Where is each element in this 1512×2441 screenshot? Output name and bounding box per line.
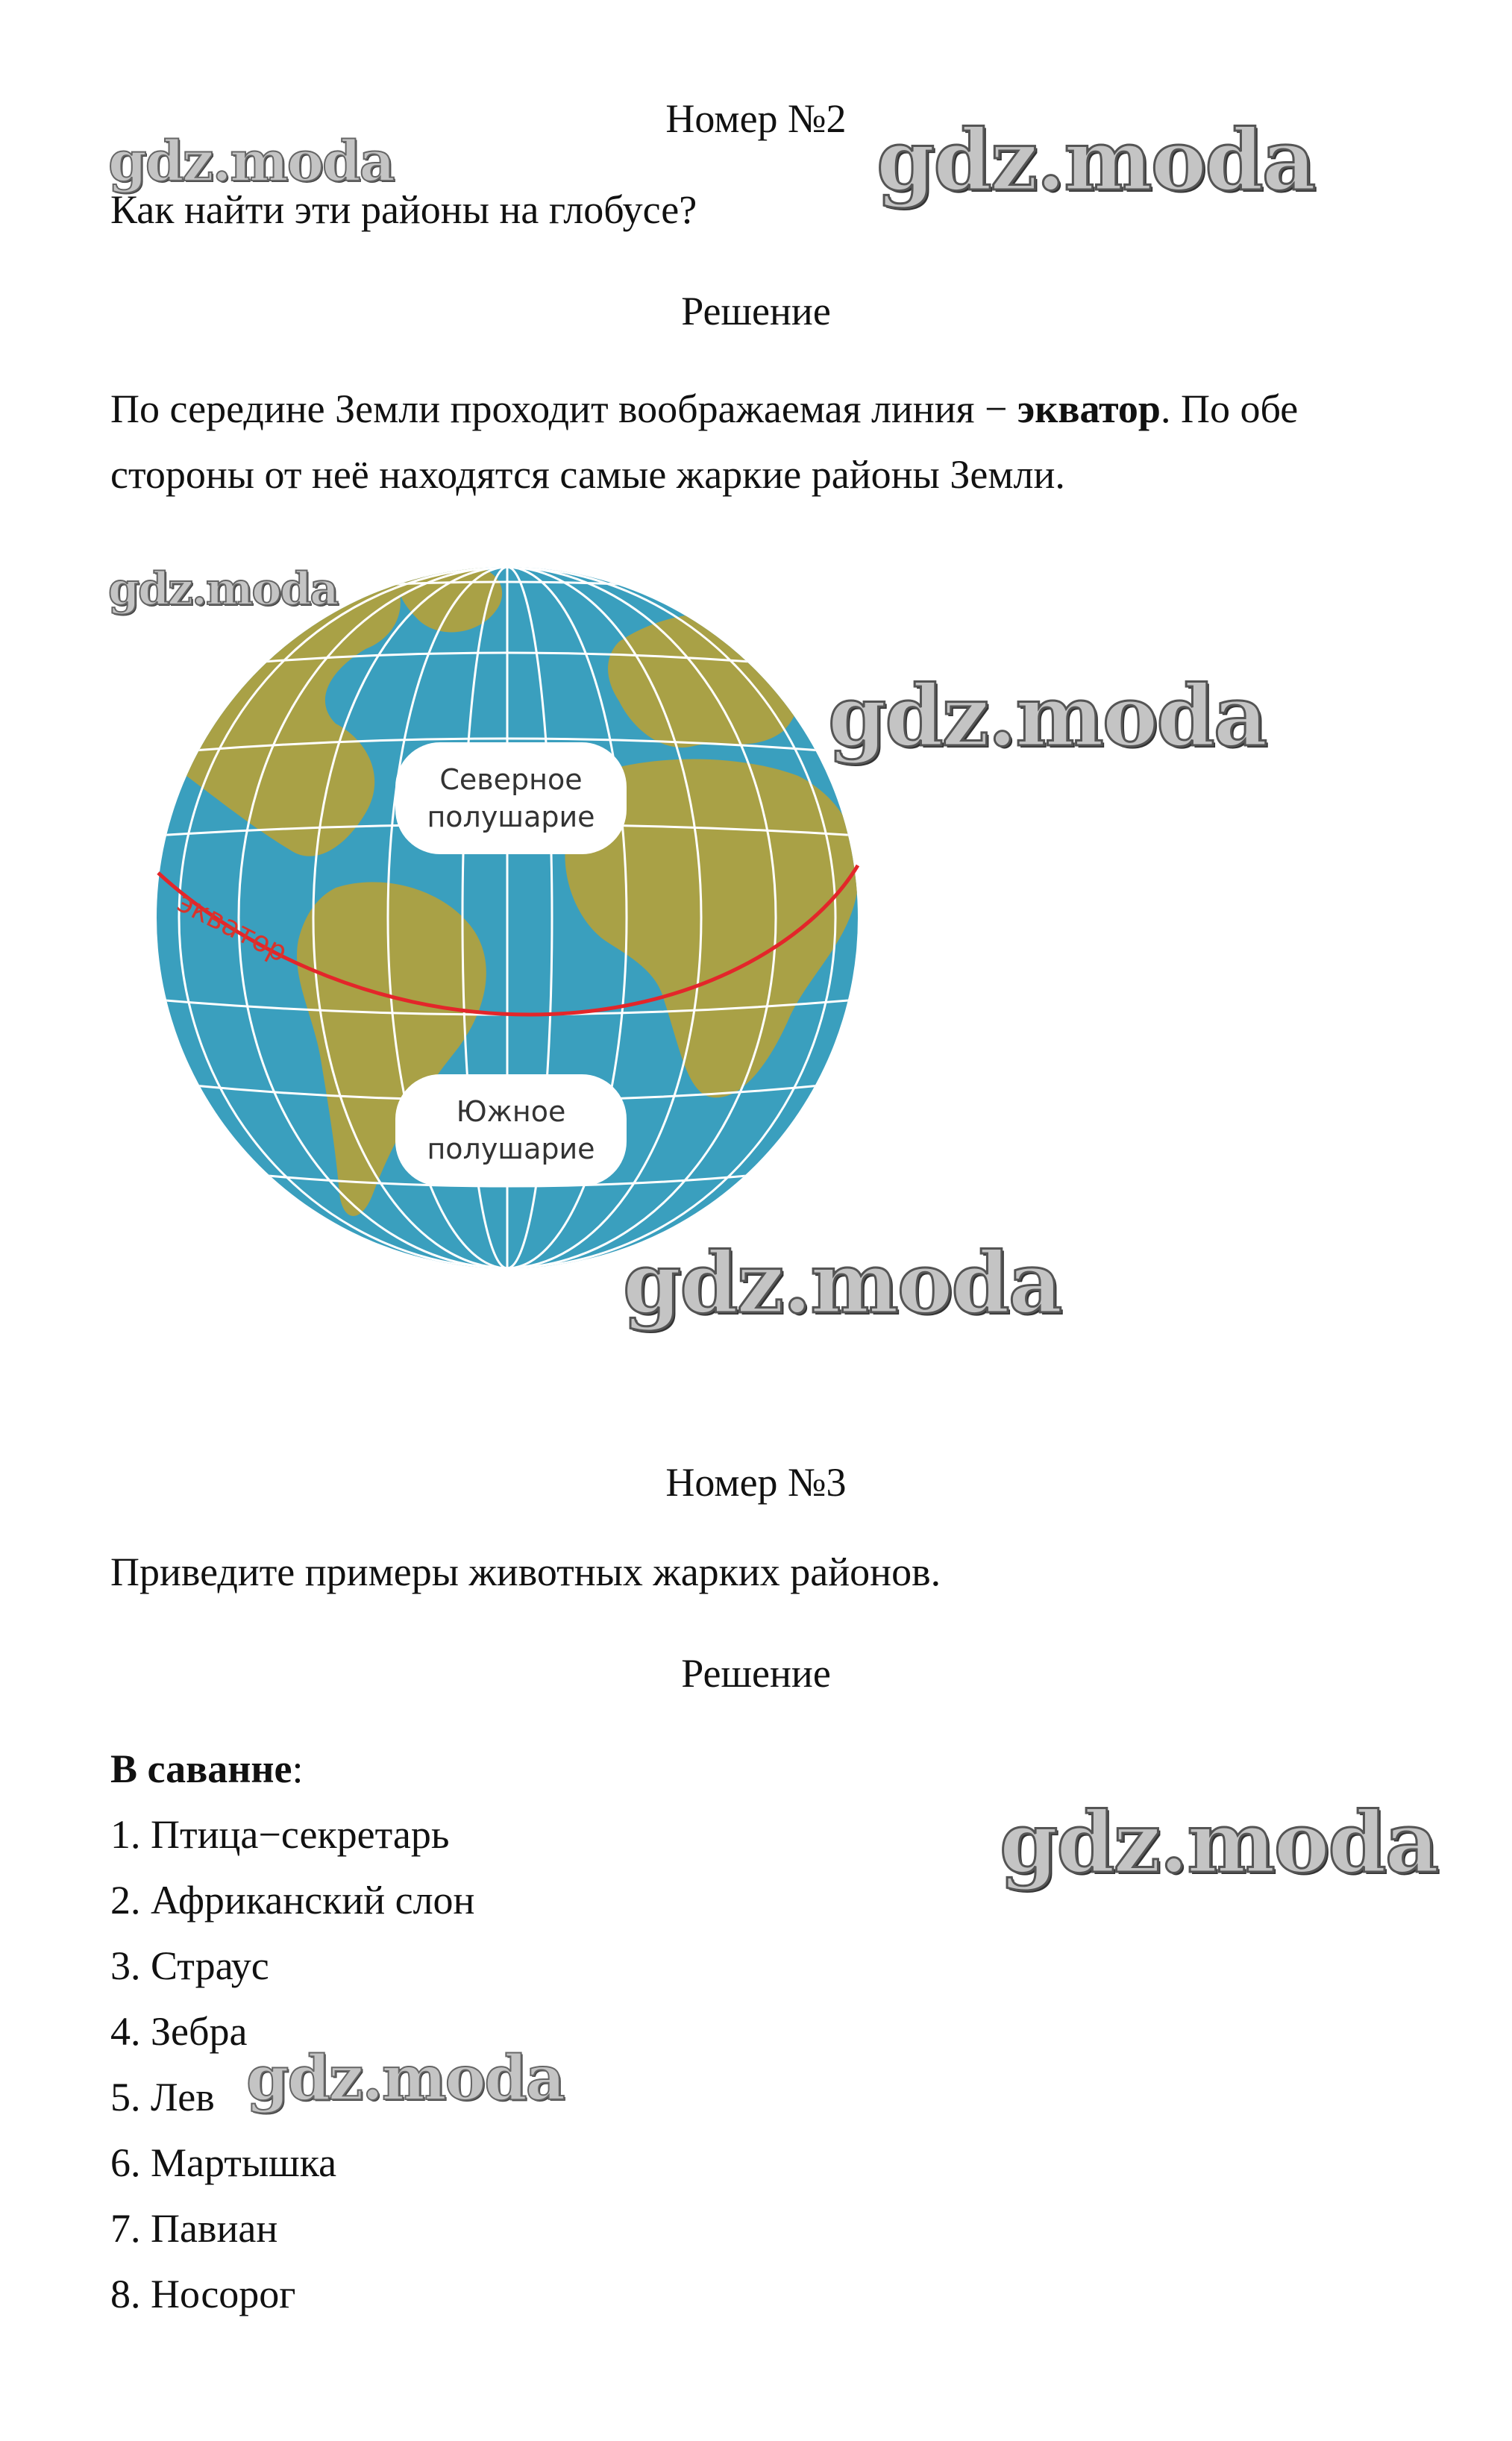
- watermark: gdz.moda: [623, 1235, 1061, 1332]
- list-item: 3. Страус: [110, 1943, 269, 1988]
- south-hemisphere-label-line2: полушарие: [427, 1132, 595, 1165]
- task2-answer: [110, 376, 1438, 507]
- list-item: 1. Птица−секретарь: [110, 1812, 450, 1857]
- answer-text-1: По середине Земли проходит воображаемая линия −: [110, 386, 1017, 431]
- watermark: gdz.moda: [828, 668, 1267, 765]
- savanna-title: В саванне: [110, 1746, 292, 1791]
- savanna-colon: :: [292, 1746, 304, 1791]
- equator-term: экватор: [1017, 386, 1161, 431]
- list-item: 5. Лев: [110, 2075, 215, 2119]
- task3-heading: Номер №3: [665, 1460, 847, 1505]
- answer-text-2: . По обе стороны от неё находятся самые жаркие районы Земли.: [110, 386, 1299, 497]
- north-hemisphere-label-line2: полушарие: [427, 800, 595, 833]
- task3-solution-heading: Решение: [681, 1651, 831, 1696]
- list-item: 6. Мартышка: [110, 2140, 337, 2185]
- list-item: 2. Африканский слон: [110, 1878, 475, 1923]
- list-item: 7. Павиан: [110, 2206, 278, 2251]
- list-item: 8. Носорог: [110, 2272, 296, 2316]
- equator-label: экватор: [172, 885, 293, 969]
- south-hemisphere-label-box: [395, 1074, 627, 1186]
- north-hemisphere-label-box: [395, 742, 627, 854]
- north-hemisphere-label-line1: Северное: [439, 763, 583, 796]
- task2-question: Как найти эти районы на глобусе?: [110, 187, 697, 232]
- watermark: gdz.moda: [876, 112, 1315, 210]
- task3-question: Приведите примеры животных жарких районов.: [110, 1549, 941, 1594]
- watermark: gdz.moda: [246, 2043, 564, 2114]
- watermark: gdz.moda: [108, 130, 394, 194]
- list-item: 4. Зебра: [110, 2009, 248, 2054]
- watermark: gdz.moda: [1000, 1794, 1438, 1892]
- watermark: gdz.moda: [108, 563, 338, 615]
- task2-heading: Номер №2: [665, 96, 847, 141]
- south-hemisphere-label-line1: Южное: [456, 1095, 566, 1128]
- savanna-heading: [110, 1746, 304, 1791]
- task2-solution-heading: Решение: [681, 289, 831, 333]
- globe-hemispheres-figure: [142, 552, 873, 1283]
